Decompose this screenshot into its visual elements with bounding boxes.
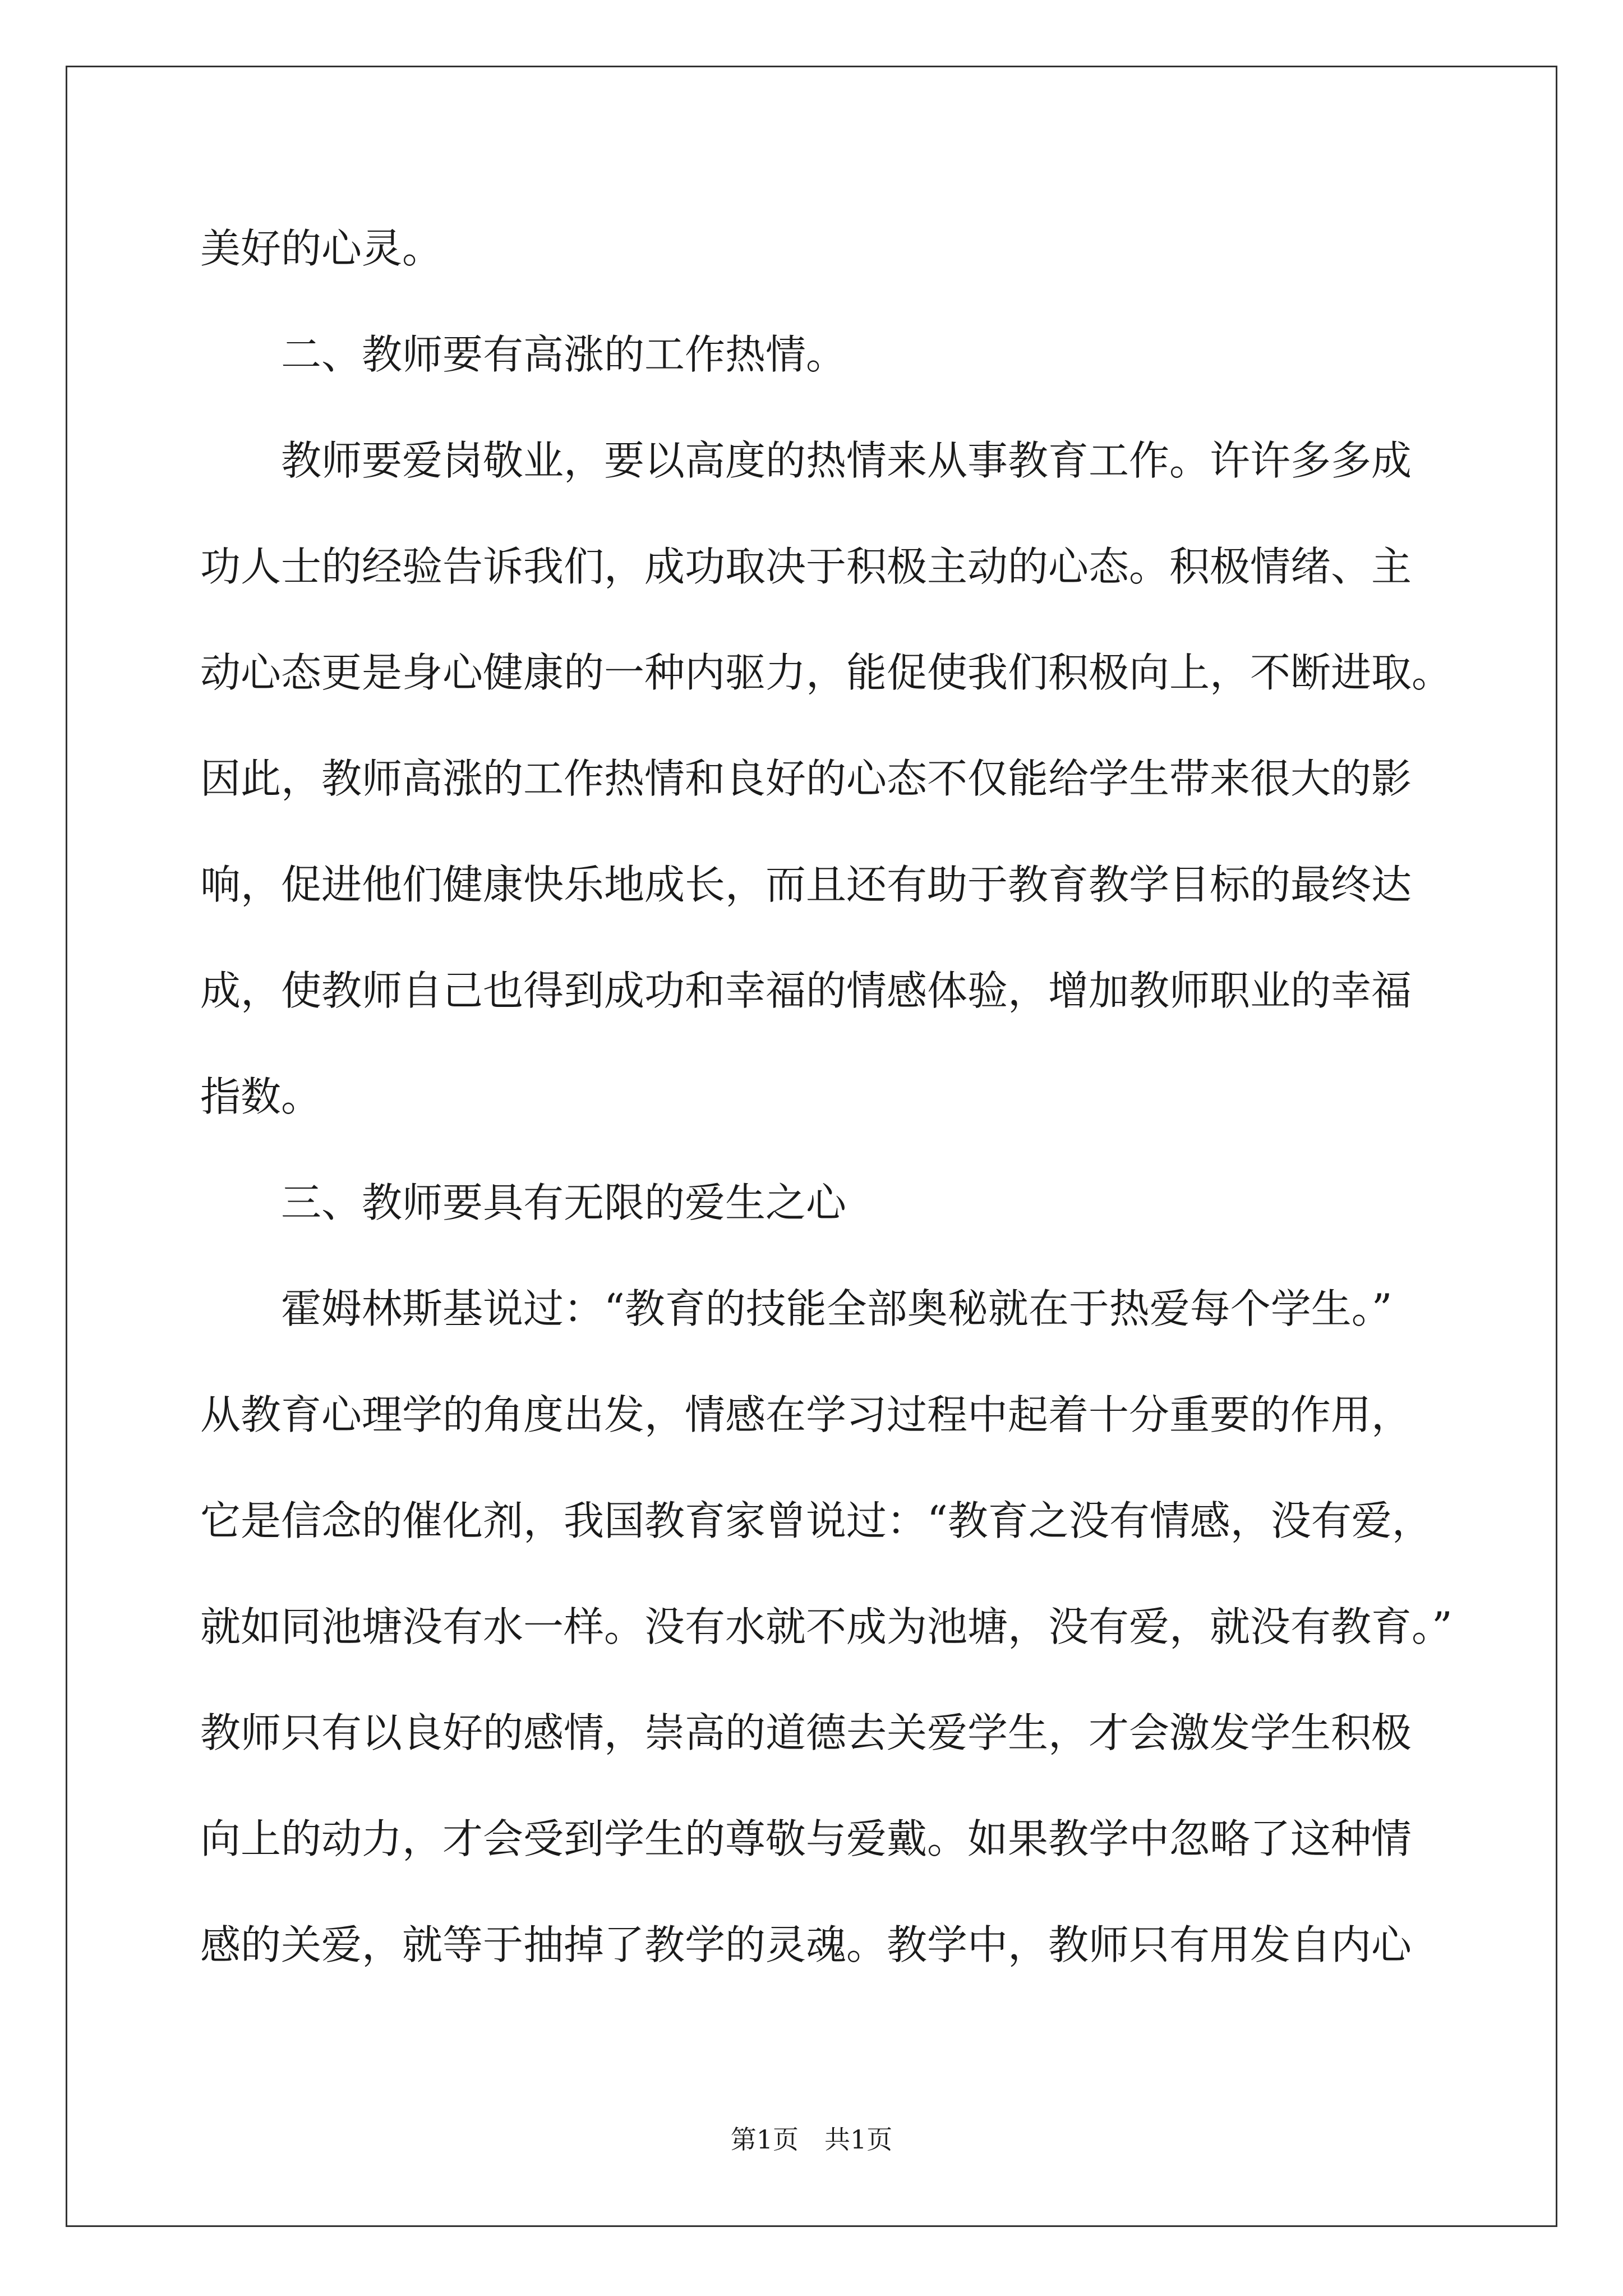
paragraph-3-line-4: 因此，教师高涨的工作热情和良好的心态不仅能给学生带来很大的影 bbox=[200, 755, 1412, 802]
paragraph-3-line-3: 动心态更是身心健康的一种内驱力，能促使我们积极向上，不断进取。 bbox=[200, 649, 1453, 696]
page-number-footer: 第1页 共1页 bbox=[730, 2124, 893, 2155]
section-heading-3: 三、教师要具有无限的爱生之心 bbox=[281, 1179, 847, 1226]
section-heading-2: 二、教师要有高涨的工作热情。 bbox=[281, 331, 847, 378]
paragraph-5-line-1: 霍姆林斯基说过：“教育的技能全部奥秘就在于热爱每个学生。” bbox=[281, 1285, 1393, 1332]
document-body bbox=[200, 196, 1535, 1998]
paragraph-5-line-2: 从教育心理学的角度出发，情感在学习过程中起着十分重要的作用， bbox=[200, 1391, 1412, 1438]
paragraph-3-line-5: 响，促进他们健康快乐地成长，而且还有助于教育教学目标的最终达 bbox=[200, 861, 1412, 908]
paragraph-5-line-3: 它是信念的催化剂，我国教育家曾说过：“教育之没有情感，没有爱， bbox=[200, 1497, 1432, 1544]
paragraph-3-line-6: 成，使教师自己也得到成功和幸福的情感体验，增加教师职业的幸福 bbox=[200, 967, 1412, 1014]
paragraph-1-line-1: 美好的心灵。 bbox=[200, 225, 443, 272]
paragraph-3-line-7: 指数。 bbox=[200, 1073, 322, 1120]
paragraph-5-line-5: 教师只有以良好的感情，崇高的道德去关爱学生，才会激发学生积极 bbox=[200, 1709, 1412, 1756]
paragraph-3-line-2: 功人士的经验告诉我们，成功取决于积极主动的心态。积极情绪、主 bbox=[200, 543, 1412, 590]
paragraph-5-line-6: 向上的动力，才会受到学生的尊敬与爱戴。如果教学中忽略了这种情 bbox=[200, 1815, 1412, 1862]
paragraph-3-line-1: 教师要爱岗敬业，要以高度的热情来从事教育工作。许许多多成 bbox=[281, 437, 1412, 484]
paragraph-5-line-7: 感的关爱，就等于抽掉了教学的灵魂。教学中，教师只有用发自内心 bbox=[200, 1921, 1412, 1968]
paragraph-5-line-4: 就如同池塘没有水一样。没有水就不成为池塘，没有爱，就没有教育。” bbox=[200, 1603, 1453, 1650]
